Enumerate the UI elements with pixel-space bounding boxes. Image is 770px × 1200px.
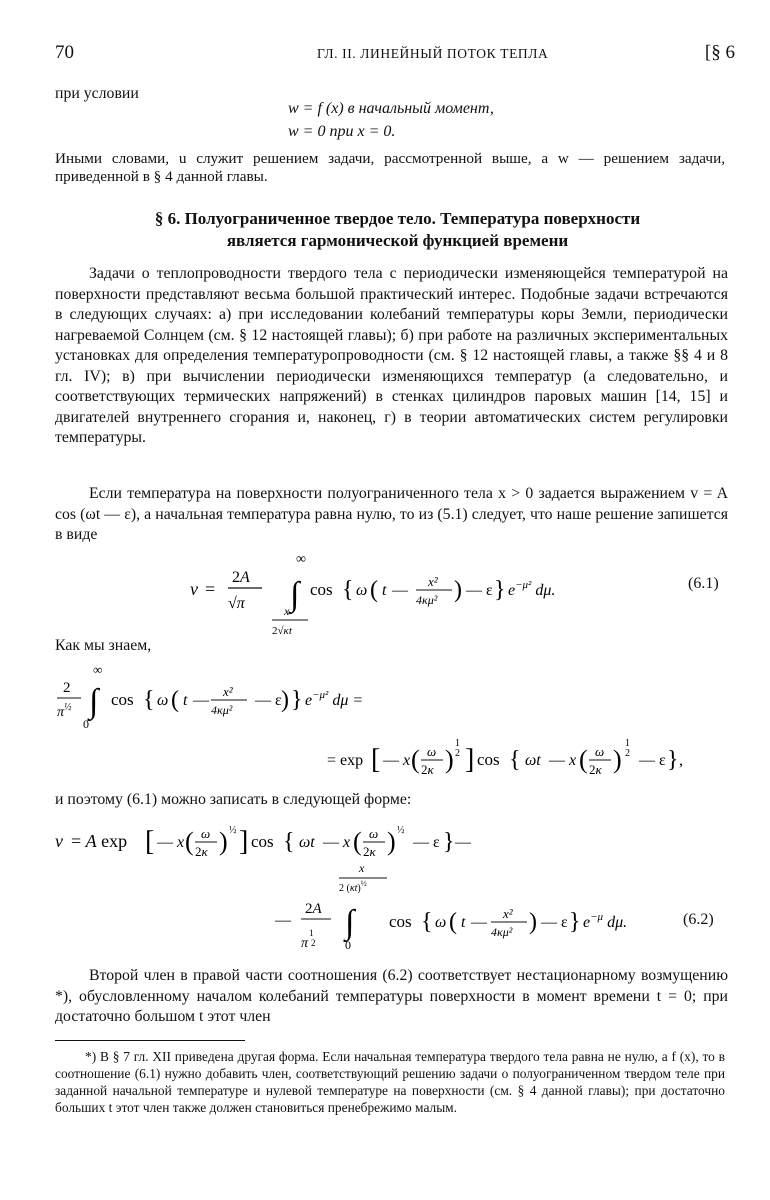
running-title: ГЛ. II. ЛИНЕЙНЫЙ ПОТОК ТЕПЛА bbox=[317, 46, 549, 61]
svg-text:π½: $\pi^{\frac{1}{2}}$ bbox=[57, 702, 72, 720]
svg-text:(: ( bbox=[171, 687, 179, 713]
svg-text:): ) bbox=[613, 745, 622, 774]
svg-text:4κμ²: 4κμ² bbox=[491, 925, 513, 939]
therefore-text: и поэтому (6.1) можно записать в следующей форме: bbox=[55, 791, 412, 808]
svg-text:[: [ bbox=[145, 826, 155, 857]
svg-text:=: = bbox=[205, 579, 216, 599]
svg-text:}: } bbox=[443, 829, 455, 855]
svg-text:(: ( bbox=[449, 909, 457, 935]
svg-text:x²: x² bbox=[503, 906, 513, 921]
svg-text:cos: cos bbox=[477, 750, 500, 769]
svg-text:0: 0 bbox=[345, 938, 351, 952]
svg-text:√π: √π bbox=[228, 595, 245, 612]
integral-identity bbox=[55, 660, 745, 785]
condition-label: при условии bbox=[55, 85, 139, 102]
svg-text:4κμ²: 4κμ² bbox=[416, 593, 438, 607]
svg-text:e−μ² dμ.: $e^{-\mu^2}$ dμ. bbox=[508, 579, 556, 599]
svg-text:—: — bbox=[193, 692, 209, 709]
svg-text:— ε: — ε bbox=[466, 582, 493, 599]
svg-text:): ) bbox=[281, 687, 289, 713]
svg-text:½: ½ bbox=[397, 825, 405, 836]
svg-text:2κ: 2κ bbox=[195, 844, 208, 859]
svg-text:π: π bbox=[301, 936, 309, 951]
svg-text:2κ: 2κ bbox=[589, 762, 602, 777]
svg-text:—: — bbox=[471, 914, 487, 931]
svg-text:ωt: ωt bbox=[525, 752, 541, 769]
svg-text:2: 2 bbox=[625, 748, 630, 759]
svg-text:= A exp: = A exp bbox=[71, 831, 128, 851]
svg-text:x²: x² bbox=[428, 574, 438, 589]
equation-6-1 bbox=[160, 550, 740, 640]
equation-6-2-number: (6.2) bbox=[683, 911, 714, 928]
svg-text:t: t bbox=[382, 582, 387, 599]
footnote: *) В § 7 гл. XII приведена другая форма. Если начальная температура твердого тела равна не нулю, а f (x), то в соотношение (6.1) нужно добавить член, соответствующий решению задачи о полуограниченном твердом теле при заданной начальной температуре и нулевой температуре на поверхности (см. § 4 данной главы); при достаточно больших t этот член также должен становиться пренебрежимо малым. bbox=[55, 1049, 725, 1115]
as-we-know: Как мы знаем, bbox=[55, 637, 152, 654]
svg-text:— x: — x bbox=[157, 834, 185, 851]
svg-text:}: } bbox=[291, 687, 303, 713]
svg-text:{: { bbox=[143, 687, 155, 713]
svg-text:(: ( bbox=[411, 745, 420, 774]
svg-text:[: [ bbox=[371, 744, 381, 775]
svg-text:—: — bbox=[455, 834, 471, 851]
svg-text:cos: cos bbox=[310, 580, 333, 599]
svg-text:ω: ω bbox=[356, 582, 368, 599]
svg-text:—: — bbox=[275, 912, 291, 929]
svg-text:1: 1 bbox=[309, 928, 314, 938]
svg-text:2: 2 bbox=[455, 748, 460, 759]
svg-text:2: 2 bbox=[311, 938, 316, 948]
svg-text:— ε: — ε bbox=[255, 692, 282, 709]
svg-text:2A: 2A bbox=[305, 901, 322, 917]
svg-text:,: , bbox=[679, 752, 683, 769]
svg-text:(: ( bbox=[579, 745, 588, 774]
svg-text:t: t bbox=[461, 914, 466, 931]
condition-1: w = f (x) в начальный момент, bbox=[288, 100, 494, 117]
section-mark: [§ 6 bbox=[704, 42, 735, 63]
svg-text:e−μ² dμ =: $e^{-\mu^2}$ dμ = bbox=[305, 689, 364, 709]
svg-text:∫: ∫ bbox=[345, 904, 355, 941]
svg-text:2A: 2A bbox=[232, 569, 250, 586]
svg-text:∞: ∞ bbox=[93, 662, 103, 677]
svg-text:2: 2 bbox=[63, 680, 71, 696]
svg-text:½: ½ bbox=[229, 825, 237, 836]
svg-text:ω: ω bbox=[427, 744, 437, 759]
svg-text:{: { bbox=[509, 747, 521, 773]
svg-text:0: 0 bbox=[83, 717, 89, 731]
svg-text:t: t bbox=[183, 692, 188, 709]
svg-text:∞: ∞ bbox=[296, 552, 306, 567]
svg-text:x: x bbox=[284, 604, 290, 618]
svg-text:—: — bbox=[392, 582, 408, 599]
svg-text:cos: cos bbox=[251, 832, 274, 851]
footnote-rule bbox=[55, 1040, 245, 1041]
svg-text:): ) bbox=[387, 827, 396, 856]
svg-text:ω: ω bbox=[201, 826, 211, 841]
svg-text:]: ] bbox=[465, 744, 475, 775]
running-header bbox=[55, 42, 735, 72]
svg-text:ω: ω bbox=[595, 744, 605, 759]
svg-text:x²: x² bbox=[223, 684, 233, 699]
section-title-line-2: является гармонической функцией времени bbox=[226, 231, 569, 250]
svg-text:cos: cos bbox=[389, 912, 412, 931]
svg-text:— ε: — ε bbox=[413, 834, 440, 851]
svg-text:v: v bbox=[55, 831, 63, 851]
section-title-line-1: § 6. Полуограниченное твердое тело. Температура поверхности bbox=[154, 209, 641, 228]
integral-identity-graphic bbox=[55, 660, 745, 785]
svg-text:v: v bbox=[190, 579, 198, 599]
svg-text:): ) bbox=[445, 745, 454, 774]
svg-text:(: ( bbox=[353, 827, 362, 856]
equation-6-2-graphic bbox=[55, 815, 745, 960]
svg-text:ω: ω bbox=[157, 692, 169, 709]
svg-text:2κ: 2κ bbox=[421, 762, 434, 777]
svg-text:1: 1 bbox=[455, 738, 460, 749]
paragraph-3: Второй член в правой части соотношения (6.2) соответствует нестационарному возмущению *), обусловленному началом колебаний температуры поверхности в момент времени t = 0; при достаточно большом t этот член bbox=[55, 967, 728, 1025]
intro-text: Иными словами, u служит решением задачи, рассмотренной выше, а w — решением задачи, приведенной в § 4 данной главы. bbox=[55, 150, 725, 185]
svg-text:— ε: — ε bbox=[639, 752, 666, 769]
page-number: 70 bbox=[55, 42, 74, 63]
equation-6-1-graphic bbox=[160, 550, 740, 640]
svg-text:): ) bbox=[454, 577, 462, 603]
svg-text:2κ: 2κ bbox=[363, 844, 376, 859]
svg-text:): ) bbox=[219, 827, 228, 856]
svg-text:cos: cos bbox=[111, 690, 134, 709]
svg-text:{: { bbox=[283, 829, 295, 855]
svg-text:— ε: — ε bbox=[541, 914, 568, 931]
equation-6-1-number: (6.1) bbox=[688, 575, 719, 592]
svg-text:ω: ω bbox=[435, 914, 447, 931]
svg-text:ωt: ωt bbox=[299, 834, 315, 851]
svg-text:— x: — x bbox=[549, 752, 577, 769]
svg-text:ω: ω bbox=[369, 826, 379, 841]
svg-text:): ) bbox=[529, 909, 537, 935]
svg-text:∫: ∫ bbox=[290, 576, 300, 613]
svg-text:(: ( bbox=[185, 827, 194, 856]
svg-text:— x: — x bbox=[323, 834, 351, 851]
svg-text:]: ] bbox=[239, 826, 249, 857]
section-title bbox=[55, 208, 740, 252]
svg-text:= exp: = exp bbox=[327, 752, 364, 769]
condition-2: w = 0 при x = 0. bbox=[288, 123, 396, 140]
svg-text:1: 1 bbox=[625, 738, 630, 749]
svg-text:x: x bbox=[359, 861, 365, 875]
svg-text:2√κt: 2√κt bbox=[272, 625, 292, 637]
svg-text:4κμ²: 4κμ² bbox=[211, 703, 233, 717]
svg-text:{: { bbox=[342, 577, 354, 603]
paragraph-1: Задачи о теплопроводности твердого тела с периодически изменяющейся температурой на поверхности представляют весьма большой практический интерес. Подобные задачи встречаются в следующих случаях: а) при исследовании колебаний температуры коры Земли, периодически нагреваемой Солнцем (см. § 12 настоящей главы); б) при работе на различных экспериментальных установках для определения температуропроводности (см. § 12 настоящей главы, а также §§ 4 и 8 гл. IV); в) при вычислении периодически изменяющихся температур (а следовательно, и соответствующих термических напряжений) в стенках цилиндров паровых машин [14, 15] и двигателей внутреннего сгорания и, наконец, г) в теории автоматических систем регулировки температуры. bbox=[55, 265, 728, 446]
svg-text:2 (κt)½: 2 $(\kappa t)^{\frac{1}{2}}$ bbox=[339, 879, 367, 894]
svg-text:}: } bbox=[569, 909, 581, 935]
svg-text:{: { bbox=[421, 909, 433, 935]
paragraph-2: Если температура на поверхности полуограниченного тела x > 0 задается выражением v = A cos (ωt — ε), а начальная температура равна нулю, то из (5.1) следует, что наше решение запишется в виде bbox=[55, 485, 728, 543]
svg-text:e−μ dμ.: $e^{-\mu}$ dμ. bbox=[583, 911, 628, 931]
svg-text:}: } bbox=[494, 577, 506, 603]
equation-6-2 bbox=[55, 815, 745, 960]
svg-text:}: } bbox=[667, 747, 679, 773]
svg-text:— x: — x bbox=[383, 752, 411, 769]
svg-text:(: ( bbox=[370, 577, 378, 603]
svg-text:∫: ∫ bbox=[89, 683, 99, 720]
